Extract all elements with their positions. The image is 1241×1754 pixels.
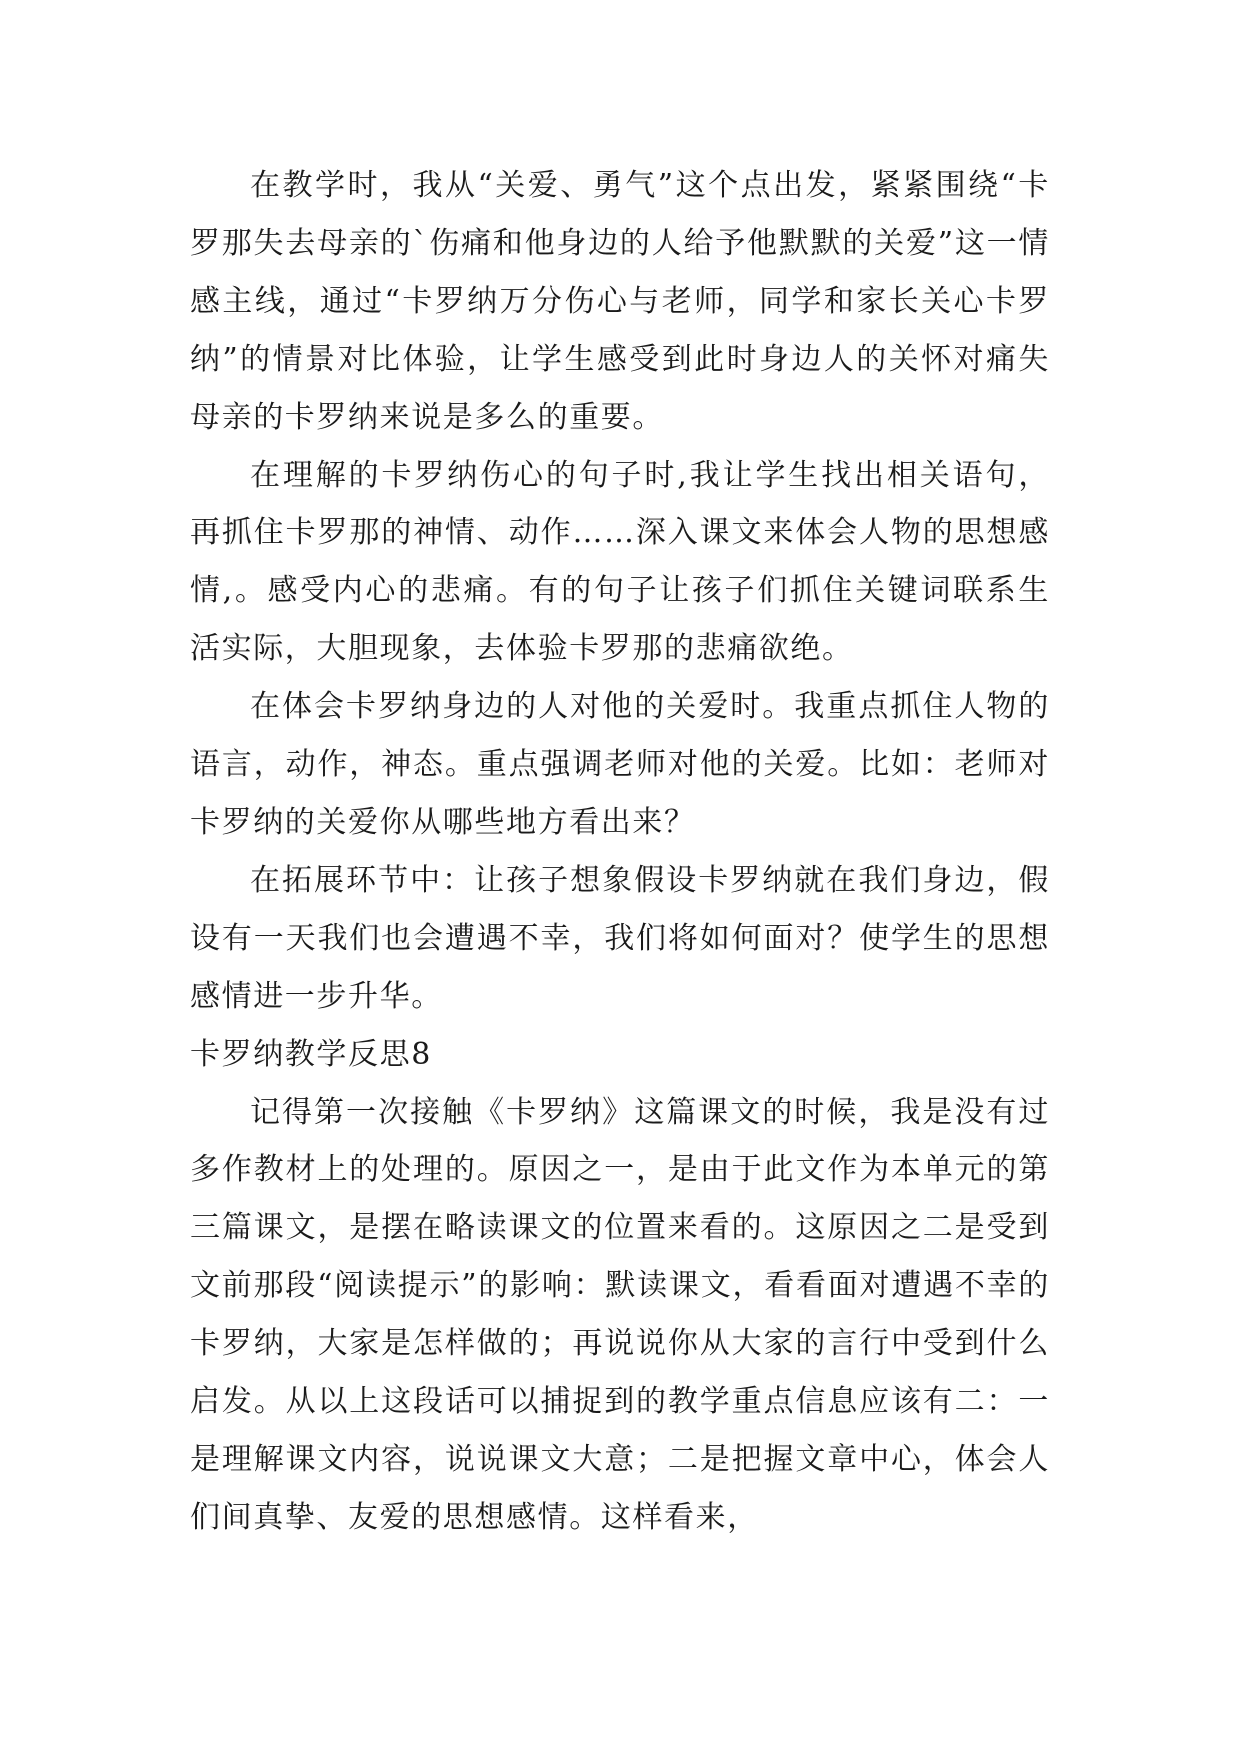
- section-heading: 卡罗纳教学反思8: [190, 1036, 432, 1072]
- paragraph-understanding-sadness: 在理解的卡罗纳伤心的句子时,我让学生找出相关语句，再抓住卡罗那的神情、动作……深入课文来体会人物的思想感情,。感受内心的悲痛。有的句子让孩子们抓住关键词联系生活实际，大胆现象，去体验卡罗那的悲痛欲绝。: [190, 457, 1050, 667]
- paragraph-extension: 在拓展环节中：让孩子想象假设卡罗纳就在我们身边，假设有一天我们也会遭遇不幸，我们将如何面对？使学生的思想感情进一步升华。: [190, 862, 1050, 1014]
- paragraph-care-of-others: 在体会卡罗纳身边的人对他的关爱时。我重点抓住人物的语言，动作，神态。重点强调老师对他的关爱。比如：老师对卡罗纳的关爱你从哪些地方看出来？: [190, 689, 1050, 840]
- paragraph-teaching-focus: 在教学时，我从“关爱、勇气”这个点出发，紧紧围绕“卡罗那失去母亲的`伤痛和他身边的人给予他默默的关爱”这一情感主线，通过“卡罗纳万分伤心与老师，同学和家长关心卡罗纳”的情景对比体验，让学生感受到此时身边人的关怀对痛失母亲的卡罗纳来说是多么的重要。: [190, 168, 1050, 435]
- paragraph-first-encounter: 记得第一次接触《卡罗纳》这篇课文的时候，我是没有过多作教材上的处理的。原因之一，是由于此文作为本单元的第三篇课文，是摆在略读课文的位置来看的。这原因之二是受到文前那段“阅读提示”的影响：默读课文，看看面对遭遇不幸的卡罗纳，大家是怎样做的；再说说你从大家的言行中受到什么启发。从以上这段话可以捕捉到的教学重点信息应该有二：一是理解课文内容，说说课文大意；二是把握文章中心，体会人们间真挚、友爱的思想感情。这样看来，: [190, 1094, 1050, 1535]
- document-body: [190, 157, 1050, 1547]
